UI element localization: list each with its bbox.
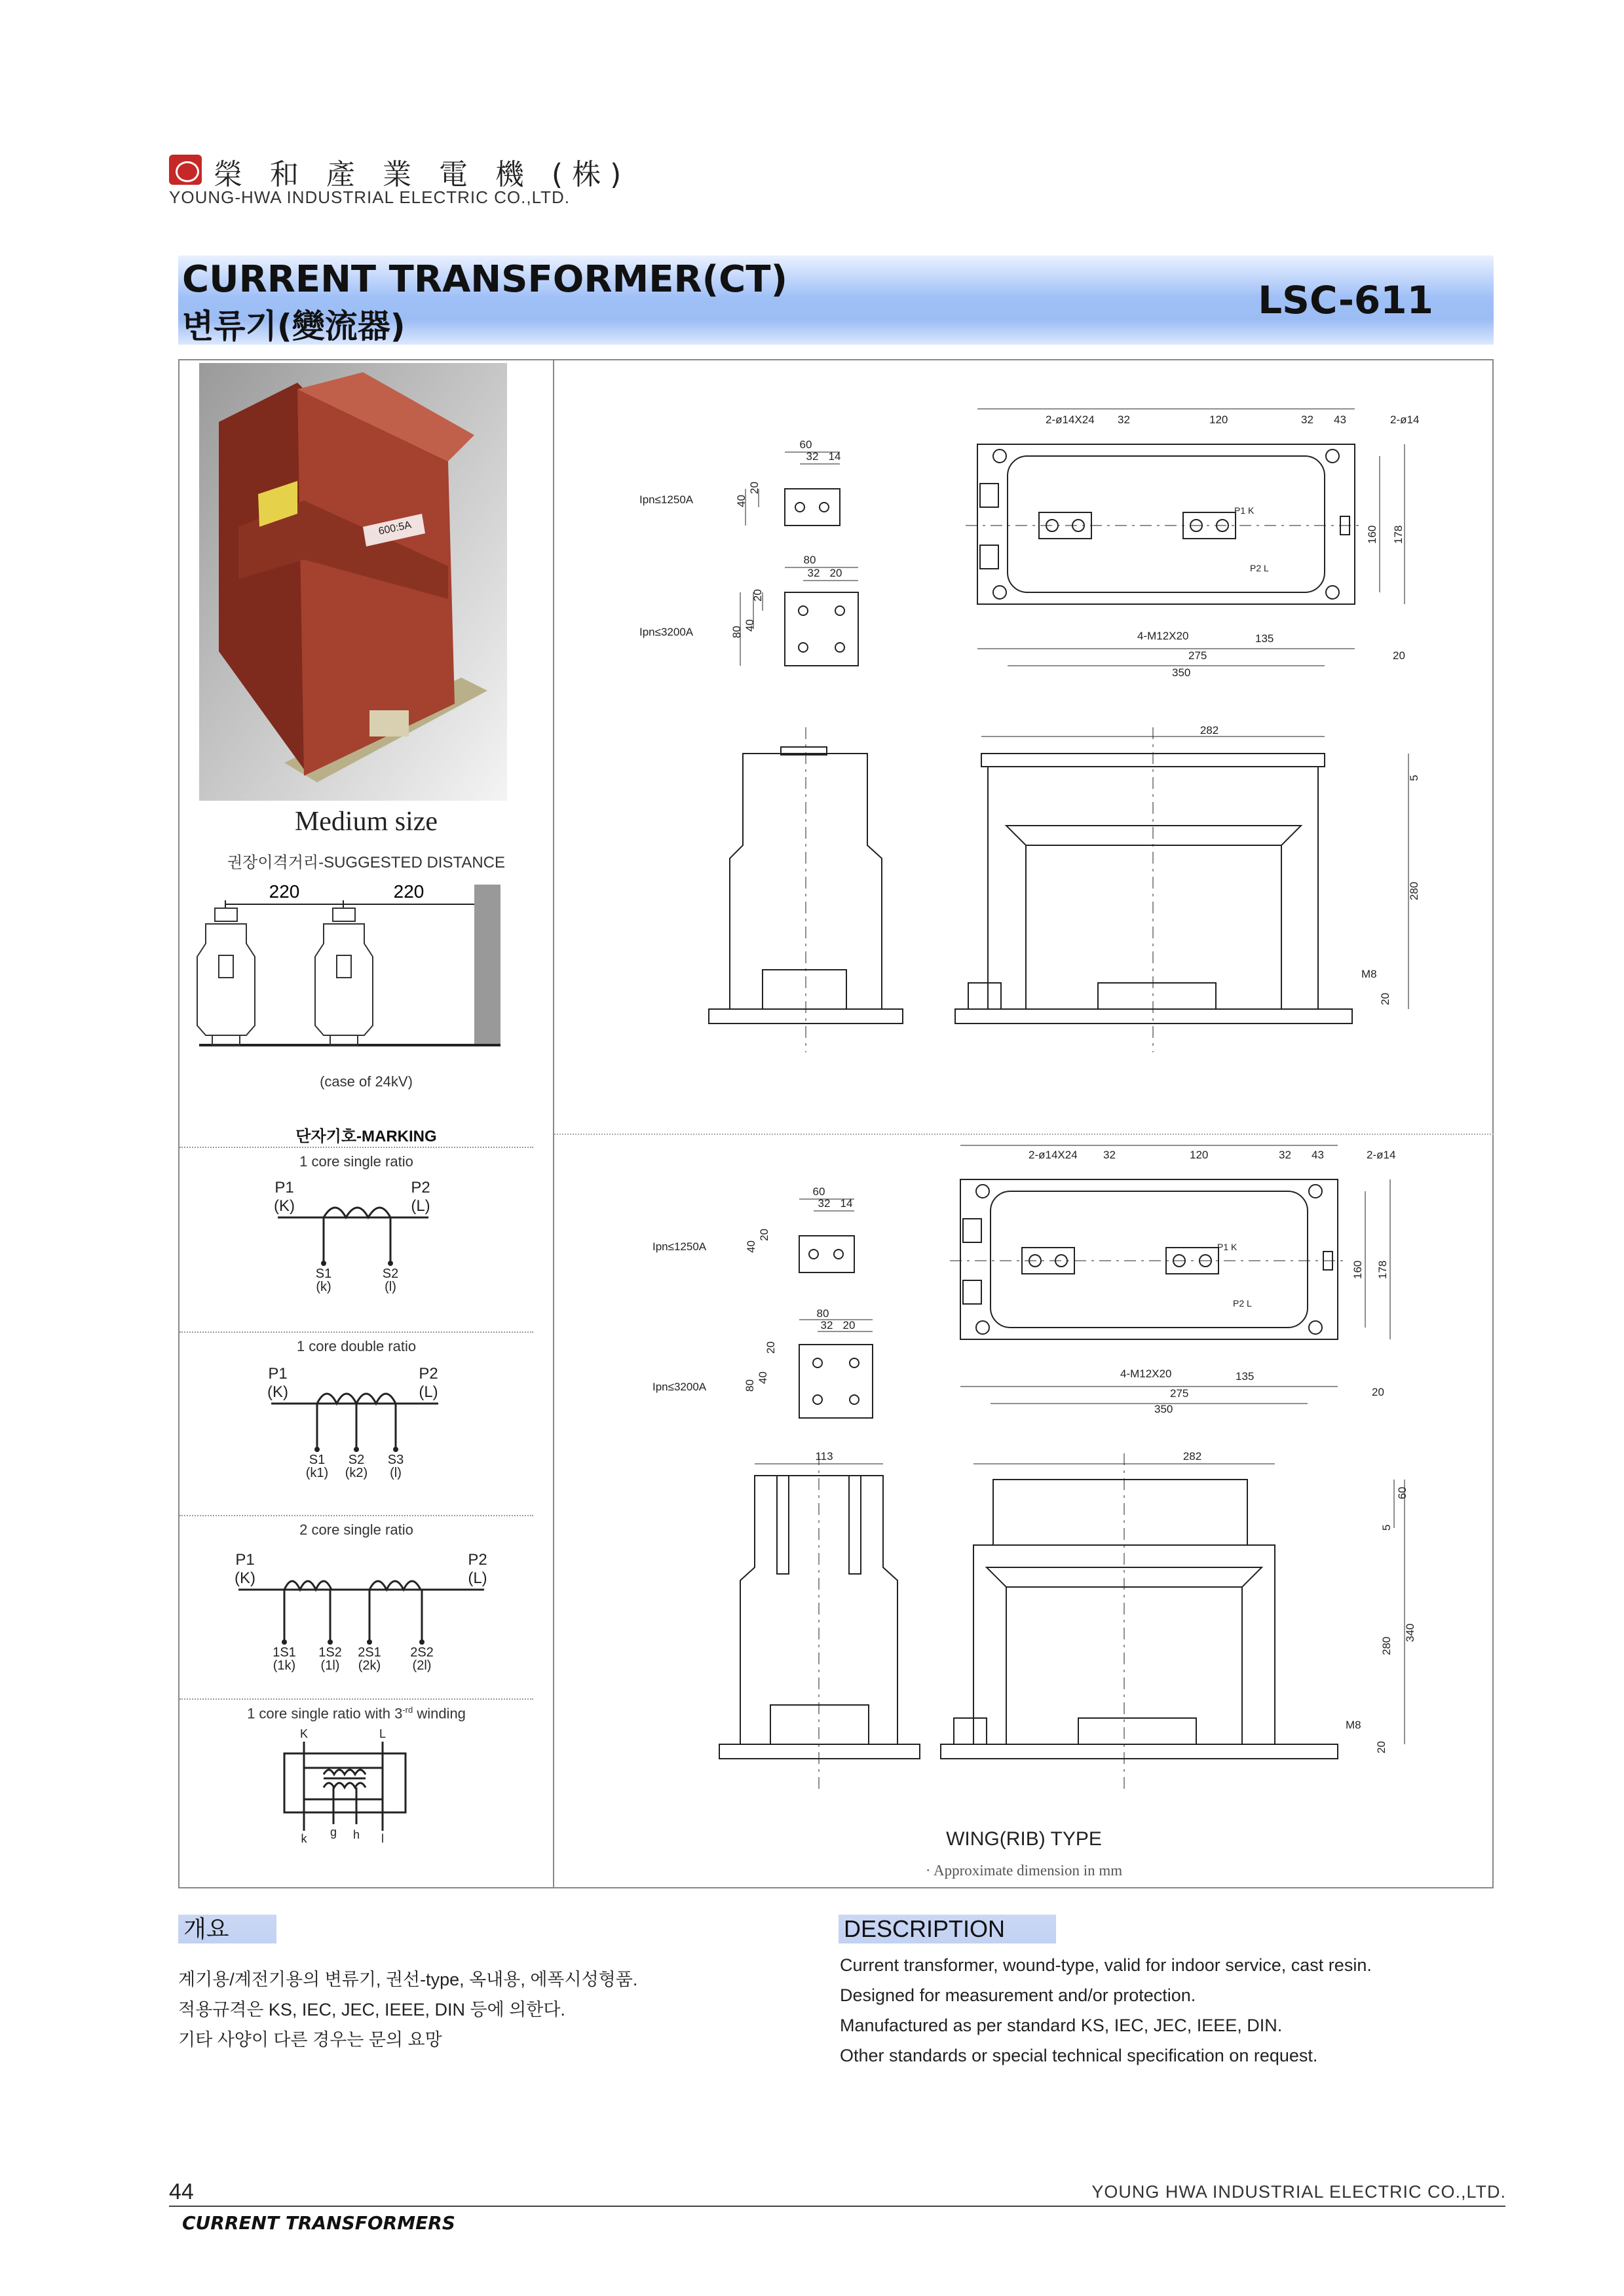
svg-text:S1: S1 (315, 1267, 332, 1281)
description-line: Other standards or special technical specification on request. (840, 2046, 1318, 2065)
svg-text:120: 120 (1190, 1149, 1209, 1161)
svg-text:120: 120 (1209, 413, 1228, 426)
description-line: Designed for measurement and/or protection. (840, 1985, 1196, 2005)
description-heading: DESCRIPTION (839, 1915, 1056, 1943)
svg-text:4-M12X20: 4-M12X20 (1120, 1368, 1172, 1380)
marking-divider (179, 1515, 533, 1516)
overview-heading: 개요 (178, 1915, 276, 1943)
ct-outline-left (197, 908, 255, 1045)
svg-text:282: 282 (1182, 1450, 1202, 1463)
svg-text:32: 32 (820, 1319, 833, 1331)
svg-text:280: 280 (1380, 1636, 1393, 1655)
svg-text:(l): (l) (385, 1280, 396, 1294)
svg-text:60: 60 (812, 1185, 825, 1198)
product-photo (199, 363, 507, 801)
svg-text:S1: S1 (309, 1453, 326, 1467)
marking-3-diagram (219, 1545, 507, 1676)
svg-text:5: 5 (1408, 775, 1420, 781)
svg-text:20: 20 (758, 1229, 770, 1241)
svg-text:20: 20 (1375, 1741, 1388, 1753)
svg-text:350: 350 (1154, 1403, 1173, 1415)
svg-text:60: 60 (799, 438, 812, 451)
distance-left-label: 220 (269, 881, 300, 902)
svg-text:2S1: 2S1 (358, 1645, 381, 1660)
marking-divider (179, 1698, 533, 1700)
svg-text:32: 32 (806, 450, 819, 463)
svg-text:S2: S2 (348, 1453, 365, 1467)
description-text (840, 1950, 1372, 2071)
svg-text:14: 14 (840, 1197, 853, 1210)
svg-text:(L): (L) (419, 1383, 438, 1401)
svg-text:32: 32 (807, 567, 820, 579)
svg-text:340: 340 (1404, 1623, 1416, 1642)
svg-text:32: 32 (818, 1197, 831, 1210)
rating-label: Ipn≤3200A (652, 1381, 707, 1393)
svg-text:40: 40 (745, 1240, 757, 1253)
overview-line: 계기용/계전기용의 변류기, 권선-type, 옥내용, 에폭시성형품. (178, 1970, 638, 1989)
rating-label: Ipn≤1250A (639, 493, 694, 506)
svg-text:20: 20 (765, 1341, 777, 1354)
svg-text:282: 282 (1199, 724, 1219, 737)
svg-text:K: K (299, 1727, 309, 1740)
page-title: CURRENT TRANSFORMER(CT) (182, 258, 788, 301)
svg-text:20: 20 (1379, 993, 1391, 1005)
svg-text:P1: P1 (274, 1179, 294, 1196)
svg-text:32: 32 (1279, 1149, 1291, 1161)
svg-text:60: 60 (1396, 1487, 1408, 1499)
svg-text:L: L (379, 1727, 387, 1740)
marking-1-label: 1 core single ratio (299, 1153, 413, 1170)
svg-text:2-ø14X24: 2-ø14X24 (1046, 413, 1095, 426)
svg-text:2-ø14X24: 2-ø14X24 (1029, 1149, 1078, 1161)
drawing-wing-type (554, 1135, 1494, 1829)
svg-text:(L): (L) (468, 1569, 487, 1587)
marking-divider (179, 1331, 533, 1333)
svg-text:40: 40 (757, 1371, 769, 1384)
svg-text:135: 135 (1236, 1370, 1255, 1383)
suggested-distance-caption: 권장이격거리-SUGGESTED DISTANCE (227, 854, 506, 871)
svg-text:32: 32 (1118, 413, 1130, 426)
page-title-korean: 변류기(變流器) (182, 307, 406, 345)
case-note: (case of 24kV) (320, 1073, 413, 1090)
svg-text:32: 32 (1103, 1149, 1116, 1161)
company-name-en: YOUNG-HWA INDUSTRIAL ELECTRIC CO.,LTD. (169, 187, 570, 207)
svg-text:160: 160 (1351, 1260, 1364, 1279)
marking-title: 단자기호-MARKING (295, 1128, 437, 1145)
svg-text:P2 L: P2 L (1233, 1298, 1252, 1309)
svg-text:(2k): (2k) (358, 1658, 381, 1673)
svg-text:2S2: 2S2 (410, 1645, 434, 1660)
svg-text:k: k (301, 1832, 307, 1845)
ct-outline-right (315, 908, 373, 1045)
svg-text:P1: P1 (235, 1551, 255, 1569)
svg-text:(K): (K) (274, 1197, 295, 1215)
title-band (178, 256, 1494, 345)
svg-text:2-ø14: 2-ø14 (1390, 413, 1420, 426)
svg-text:P1 K: P1 K (1234, 505, 1255, 516)
svg-text:80: 80 (816, 1307, 829, 1320)
svg-text:(k2): (k2) (345, 1466, 368, 1480)
company-logo-icon (169, 155, 202, 185)
svg-text:5: 5 (1380, 1524, 1393, 1531)
svg-text:P2: P2 (419, 1365, 438, 1383)
suggested-distance-diagram (186, 878, 540, 1055)
svg-text:80: 80 (803, 554, 816, 566)
model-number: LSC-611 (1258, 278, 1433, 322)
svg-text:1S2: 1S2 (318, 1645, 342, 1660)
page-number: 44 (169, 2179, 194, 2204)
distance-right-label: 220 (393, 881, 425, 902)
svg-text:P2: P2 (411, 1179, 430, 1196)
svg-text:20: 20 (751, 589, 764, 602)
svg-text:(k1): (k1) (305, 1466, 329, 1480)
description-line: Manufactured as per standard KS, IEC, JEC, IEEE, DIN. (840, 2016, 1283, 2035)
size-caption: Medium size (294, 807, 438, 837)
svg-text:P2 L: P2 L (1250, 563, 1269, 573)
footer-company: YOUNG HWA INDUSTRIAL ELECTRIC CO.,LTD. (1091, 2182, 1506, 2202)
svg-text:M8: M8 (1361, 968, 1377, 980)
svg-text:40: 40 (744, 619, 756, 632)
svg-text:43: 43 (1334, 413, 1346, 426)
marking-divider (179, 1147, 533, 1148)
svg-text:80: 80 (744, 1379, 756, 1392)
wing-type-label: WING(RIB) TYPE (946, 1828, 1102, 1850)
marking-2-diagram (252, 1359, 474, 1483)
rating-label: Ipn≤1250A (652, 1240, 707, 1253)
svg-text:20: 20 (748, 482, 761, 494)
marking-2-label: 1 core double ratio (296, 1338, 417, 1354)
svg-text:20: 20 (842, 1319, 856, 1331)
svg-text:S3: S3 (387, 1453, 404, 1467)
svg-text:P2: P2 (468, 1551, 487, 1569)
svg-text:178: 178 (1392, 525, 1405, 544)
marking-1-diagram (252, 1173, 474, 1297)
svg-text:(K): (K) (235, 1569, 255, 1587)
svg-text:h: h (352, 1828, 360, 1841)
company-name-cjk: 榮 和 產 業 電 機 (株) (214, 158, 631, 191)
dimension-note: · Approximate dimension in mm (925, 1862, 1123, 1879)
svg-text:(l): (l) (390, 1466, 402, 1480)
svg-text:l: l (381, 1832, 384, 1845)
svg-text:S2: S2 (382, 1267, 399, 1281)
svg-text:350: 350 (1172, 666, 1191, 679)
footer-section-title: CURRENT TRANSFORMERS (182, 2212, 455, 2234)
svg-text:g: g (330, 1826, 337, 1839)
svg-text:P1: P1 (268, 1365, 288, 1383)
svg-text:40: 40 (735, 495, 747, 507)
svg-text:160: 160 (1366, 525, 1378, 544)
footer-rule (169, 2206, 1505, 2207)
svg-text:2-ø14: 2-ø14 (1367, 1149, 1396, 1161)
svg-text:80: 80 (730, 626, 743, 638)
svg-text:(1k): (1k) (273, 1658, 296, 1673)
svg-text:43: 43 (1312, 1149, 1324, 1161)
svg-text:113: 113 (815, 1450, 833, 1463)
svg-text:14: 14 (828, 450, 841, 463)
photo-rating-label: 600:5A (377, 519, 413, 537)
svg-text:(K): (K) (267, 1383, 288, 1401)
svg-text:M8: M8 (1346, 1719, 1361, 1731)
marking-3-label: 2 core single ratio (299, 1521, 413, 1538)
drawing-standard-type (554, 360, 1494, 1134)
svg-text:P1 K: P1 K (1217, 1242, 1237, 1252)
overview-line: 기타 사양이 다른 경우는 문의 요망 (178, 2030, 442, 2050)
svg-text:1S1: 1S1 (273, 1645, 296, 1660)
svg-text:(L): (L) (411, 1197, 430, 1215)
svg-text:275: 275 (1188, 649, 1207, 662)
svg-text:(1l): (1l) (320, 1658, 340, 1673)
svg-text:4-M12X20: 4-M12X20 (1137, 630, 1189, 642)
spec-frame (178, 359, 1494, 1888)
svg-text:20: 20 (1372, 1386, 1384, 1398)
svg-text:178: 178 (1376, 1260, 1389, 1279)
svg-text:(k): (k) (316, 1280, 331, 1294)
rating-label: Ipn≤3200A (639, 626, 694, 638)
svg-text:275: 275 (1170, 1387, 1189, 1400)
overview-text (178, 1964, 637, 2055)
svg-text:32: 32 (1301, 413, 1313, 426)
description-line: Current transformer, wound-type, valid for indoor service, cast resin. (840, 1955, 1372, 1975)
svg-text:20: 20 (829, 567, 842, 579)
overview-line: 적용규격은 KS, IEC, JEC, IEEE, DIN 등에 의한다. (178, 2000, 565, 2019)
svg-text:280: 280 (1408, 881, 1420, 900)
svg-text:20: 20 (1393, 649, 1405, 662)
marking-4-diagram (278, 1727, 435, 1845)
marking-4-label: 1 core single ratio with $3^{-rd}$ winding (247, 1705, 466, 1722)
svg-text:(2l): (2l) (412, 1658, 432, 1673)
svg-text:135: 135 (1255, 632, 1274, 645)
